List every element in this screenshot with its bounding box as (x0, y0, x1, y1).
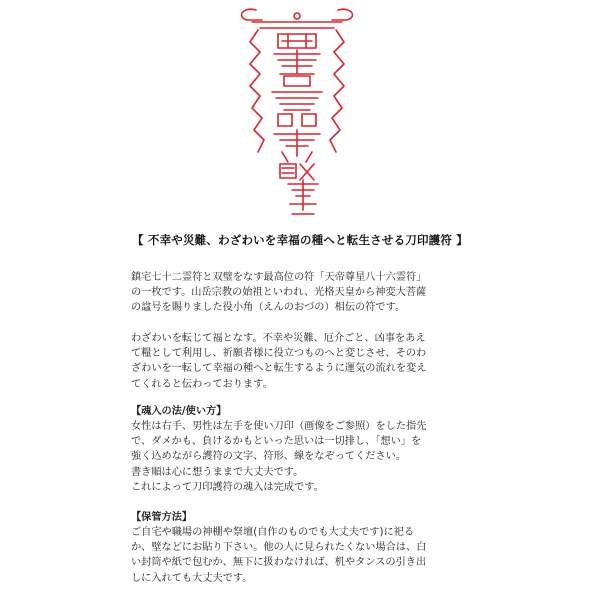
left-zigzag-border (250, 30, 264, 152)
intro-paragraph (131, 270, 481, 316)
top-right-flag (332, 9, 352, 20)
description-line: て糧として利用し、祈願者様に役立つものへと変じさせ、そのわ (131, 348, 427, 360)
description-paragraph (131, 331, 481, 392)
usage-line: 書き順は心に想うままで大丈夫です。 (131, 466, 304, 478)
storage-heading: 【保管方法】 (131, 512, 193, 523)
storage-paragraph (131, 525, 481, 586)
description-line: てくれると伝わっております。 (131, 378, 273, 390)
talisman-seal-image (222, 4, 372, 222)
right-zigzag-border (330, 30, 344, 152)
page-title: 【 不幸や災難、わざわいを幸福の種へと転生させる刀印護符 】 (131, 233, 468, 247)
storage-line: ご自宅や職場の神棚や祭壇(自作のものでも大丈夫です)に祀る (131, 527, 415, 538)
usage-line: 強く込めながら護符の文字、符形、線をなぞってください。 (131, 451, 407, 463)
top-left-flag (242, 9, 262, 20)
intro-line: の一枚です。山岳宗教の始祖といわれ、光格天皇から神変大菩薩 (131, 287, 427, 299)
talisman-drawing (242, 9, 353, 214)
usage-heading: 【魂入の法/使い方】 (131, 406, 227, 417)
storage-line: しに入れても大丈夫です。 (131, 572, 253, 584)
storage-line: い封筒や紙で包むか、無下に扱わなければ、机やタンスの引き出 (131, 557, 427, 569)
intro-line: の諡号を賜りました役小角（えんのおづの）相伝の符です。 (131, 302, 406, 314)
usage-paragraph (131, 419, 481, 495)
description-line: わざわいを転じて福となす。不幸や災難、厄介ごと、凶事をあえ (131, 333, 426, 344)
description-line: ざわいを一転して幸福の種へと転生するように運気の流れを変え (131, 363, 427, 375)
usage-line: これによって刀印護符の魂入は完成です。 (131, 481, 324, 493)
usage-line: 女性は右手、男性は左手を使い刀印（画像をご参照）をした指先 (131, 421, 427, 432)
storage-line: か、壁などにお貼り下さい。他の人に見られたくない場合は、白 (131, 542, 427, 554)
intro-line: 鎮宅七十二霊符と双璧をなす最高位の符「天帝尊星八十六霊符」 (131, 272, 427, 283)
usage-line: で、ダメかも、負けるかもといった思いは一切排し、「想い」を (131, 436, 422, 448)
